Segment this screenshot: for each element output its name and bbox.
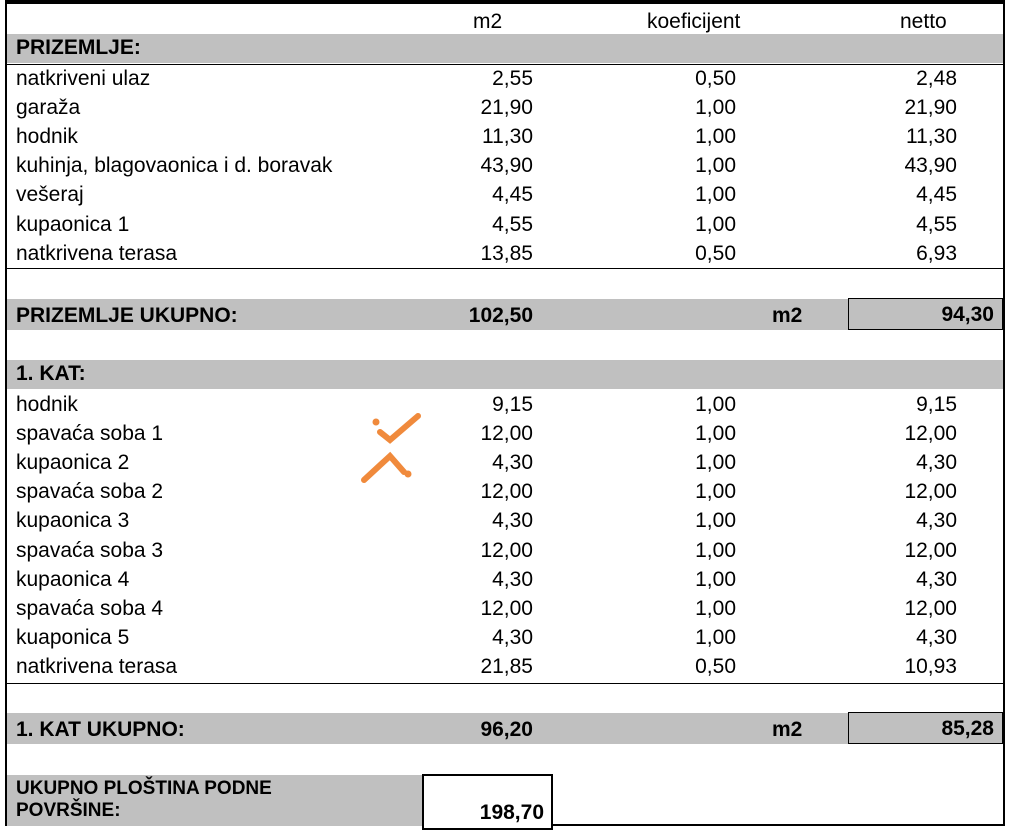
section-title: 1. KAT: <box>16 362 86 385</box>
table-row <box>7 566 1003 595</box>
total-netto: 94,30 <box>941 303 994 326</box>
room-name: kupaonica 1 <box>16 212 130 236</box>
total-netto: 85,28 <box>941 717 994 740</box>
kat1-netto-total-box <box>848 712 1003 744</box>
coefficient: 1,00 <box>695 125 736 149</box>
coefficient: 1,00 <box>695 154 736 178</box>
grand-total-label <box>16 778 272 822</box>
room-name: spavaća soba 4 <box>16 596 164 620</box>
coefficient: 1,00 <box>695 96 736 120</box>
area-m2: 4,45 <box>492 183 533 207</box>
header-koeficijent: koeficijent <box>647 10 741 33</box>
room-name: spavaća soba 2 <box>16 480 164 504</box>
table-row <box>7 478 1003 507</box>
column-header-row <box>7 8 1003 37</box>
net-area: 10,93 <box>904 654 957 678</box>
net-area: 4,45 <box>916 183 957 207</box>
coefficient: 0,50 <box>695 241 736 265</box>
logo-dot-top <box>373 419 380 426</box>
room-name: natkrivena terasa <box>16 241 178 265</box>
divider <box>7 268 1003 269</box>
room-name: hodnik <box>16 393 78 416</box>
table-row <box>7 653 1003 682</box>
area-m2: 13,85 <box>480 241 533 265</box>
grand-total-label-line2: POVRŠINE: <box>16 800 121 821</box>
prizemlje-netto-total-box <box>848 298 1003 330</box>
table-row <box>7 624 1003 653</box>
table-row <box>7 152 1003 181</box>
grand-total-label-line1: UKUPNO PLOŠTINA PODNE <box>16 778 272 799</box>
coefficient: 1,00 <box>695 625 736 649</box>
area-m2: 4,30 <box>492 625 533 649</box>
area-m2: 12,00 <box>480 480 533 504</box>
area-m2: 4,30 <box>492 567 533 591</box>
coefficient: 1,00 <box>695 480 736 504</box>
net-area: 12,00 <box>904 480 957 504</box>
room-name: kuhinja, blagovaonica i d. boravak <box>16 154 333 178</box>
section-title: PRIZEMLJE: <box>16 36 141 59</box>
coefficient: 1,00 <box>695 212 736 236</box>
net-area: 9,15 <box>916 393 957 416</box>
table-row <box>7 595 1003 624</box>
table-row <box>7 123 1003 152</box>
net-area: 4,30 <box>916 451 957 475</box>
header-m2: m2 <box>473 10 503 33</box>
area-m2: 21,85 <box>480 654 533 678</box>
coefficient: 1,00 <box>695 183 736 207</box>
coefficient: 1,00 <box>695 538 736 562</box>
total-unit: m2 <box>772 304 803 327</box>
header-netto: netto <box>900 10 947 33</box>
room-name: kupaonica 3 <box>16 509 130 533</box>
area-m2: 21,90 <box>480 96 533 120</box>
net-area: 11,30 <box>906 125 957 149</box>
table-row <box>7 94 1003 123</box>
net-area: 4,30 <box>916 509 957 533</box>
net-area: 12,00 <box>904 422 957 446</box>
net-area: 12,00 <box>904 596 957 620</box>
table-row <box>7 537 1003 566</box>
total-m2: 102,50 <box>468 304 533 327</box>
room-name: kupaonica 4 <box>16 567 130 591</box>
coefficient: 0,50 <box>695 654 736 678</box>
area-m2: 12,00 <box>480 422 533 446</box>
total-m2: 96,20 <box>480 718 533 741</box>
section-title-prizemlje <box>7 34 1003 63</box>
area-m2: 4,55 <box>492 212 533 236</box>
total-label: 1. KAT UKUPNO: <box>16 718 185 741</box>
table-row <box>7 507 1003 536</box>
coefficient: 1,00 <box>695 567 736 591</box>
area-m2: 2,55 <box>492 67 533 90</box>
coefficient: 1,00 <box>695 509 736 533</box>
total-label: PRIZEMLJE UKUPNO: <box>16 304 238 327</box>
table-row <box>7 449 1003 478</box>
grand-total-value: 198,70 <box>479 801 544 824</box>
room-name: kuaponica 5 <box>16 625 130 649</box>
section-title-1-kat <box>7 360 1003 389</box>
room-name: kupaonica 2 <box>16 451 130 475</box>
grand-total-box <box>422 774 553 830</box>
coefficient: 1,00 <box>695 422 736 446</box>
room-name: hodnik <box>16 125 78 149</box>
net-area: 21,90 <box>904 96 957 120</box>
area-m2: 12,00 <box>480 596 533 620</box>
table-row <box>7 65 1003 94</box>
room-name: spavaća soba 3 <box>16 538 164 562</box>
area-m2: 11,30 <box>482 125 533 149</box>
net-area: 12,00 <box>904 538 957 562</box>
divider <box>7 683 1003 684</box>
coefficient: 1,00 <box>695 393 736 416</box>
table-row <box>7 391 1003 420</box>
area-m2: 12,00 <box>480 538 533 562</box>
area-m2: 4,30 <box>492 451 533 475</box>
coefficient: 1,00 <box>695 596 736 620</box>
room-name: garaža <box>16 96 81 120</box>
net-area: 4,30 <box>916 567 957 591</box>
net-area: 4,55 <box>916 212 957 236</box>
area-m2: 4,30 <box>492 509 533 533</box>
logo-dot-bottom <box>405 471 412 478</box>
room-name: vešeraj <box>16 183 84 207</box>
net-area: 6,93 <box>916 241 957 265</box>
table-row <box>7 420 1003 449</box>
coefficient: 1,00 <box>695 451 736 475</box>
coefficient: 0,50 <box>695 67 736 90</box>
net-area: 43,90 <box>904 154 957 178</box>
area-m2: 43,90 <box>480 154 533 178</box>
total-unit: m2 <box>772 718 803 741</box>
table-row <box>7 181 1003 210</box>
logo-mark-icon <box>356 410 426 484</box>
room-name: natkrivena terasa <box>16 654 178 678</box>
table-row <box>7 240 1003 269</box>
net-area: 4,30 <box>916 625 957 649</box>
table-row <box>7 211 1003 240</box>
room-name: natkriveni ulaz <box>16 67 151 90</box>
room-name: spavaća soba 1 <box>16 422 164 446</box>
net-area: 2,48 <box>916 67 957 90</box>
area-m2: 9,15 <box>492 393 533 416</box>
